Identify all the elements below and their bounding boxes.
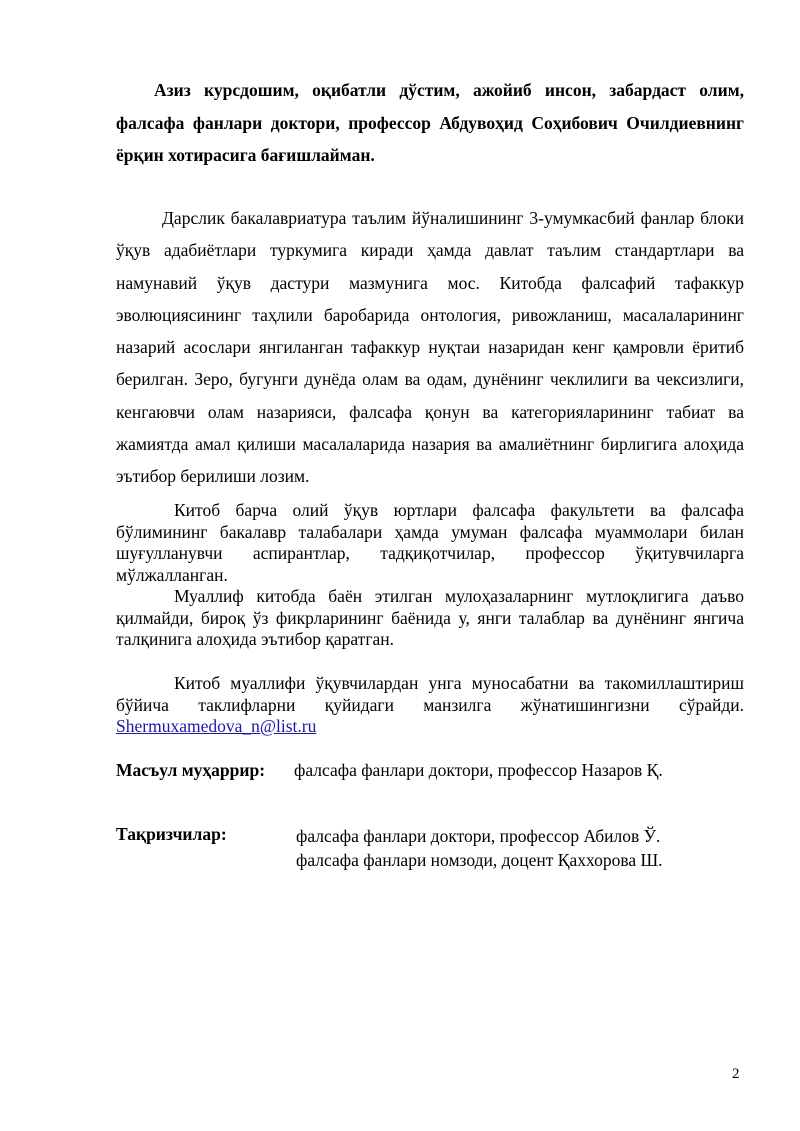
page-number: 2 [732, 1066, 740, 1082]
reviewer-item: фалсафа фанлари доктори, профессор Абилов Ў. [296, 826, 661, 846]
editor-value: фалсафа фанлари доктори, профессор Назаров Қ. [294, 760, 663, 780]
reviewers-list [296, 824, 663, 872]
reviewers-label: Тақризчилар: [116, 824, 227, 844]
email-link[interactable]: Shermuxamedova_n@list.ru [116, 716, 317, 736]
author-note-paragraph: Муаллиф китобда баён этилган мулоҳазаларнинг мутлоқлигига даъво қилмайди, бироқ ўз фикрларининг баёнида у, янги талаблар ва дунёнинг янгича талқинига алоҳида эътибор қаратган. [116, 586, 744, 649]
feedback-text: Китоб муаллифи ўқувчилардан унга муносабатни ва такомиллаштириш бўйича таклифларни қуйидаги манзилга жўнатишингизни сўрайди. [116, 673, 744, 715]
reviewer-item: фалсафа фанлари номзоди, доцент Қаххорова Ш. [296, 850, 663, 870]
intro-paragraph: Дарслик бакалавриатура таълим йўналишининг 3-умумкасбий фанлар блоки ўқув адабиётлари туркумига киради ҳамда давлат таълим стандартлари ва намунавий ўқув дастури мазмунига мос. Китобда фалсафий тафаккур эволюциясининг таҳлили баробарида онтология, ривожланиш, масалаларининг назарий асослари янгиланган тафаккур нуқтаи назаридан кенг қамровли ёритиб берилган. Зеро, бугунги дунёда олам ва одам, дунёнинг чеклилиги ва чексизлиги, кенгаювчи олам назарияси, фалсафа қонун ва категорияларининг табиат ва жамиятда амал қилиши масалаларида назария ва амалиётнинг бирлигига алоҳида эътибор берилиши лозим. [116, 208, 744, 487]
feedback-paragraph [116, 673, 744, 738]
audience-paragraph: Китоб барча олий ўқув юртлари фалсафа факультети ва фалсафа бўлимининг бакалавр талабалари ҳамда умуман фалсафа муаммолари билан шуғулланувчи аспирантлар, тадқиқотчилар, профессор ўқитувчиларга мўлжалланган. [116, 500, 744, 585]
dedication-text: Азиз курсдошим, оқибатли дўстим, ажойиб инсон, забардаст олим, фалсафа фанлари доктори, профессор Абдувоҳид Соҳибович Очилдиевнинг ёрқин хотирасига бағишлайман. [116, 80, 744, 165]
editor-label: Масъул муҳаррир: [116, 760, 266, 780]
